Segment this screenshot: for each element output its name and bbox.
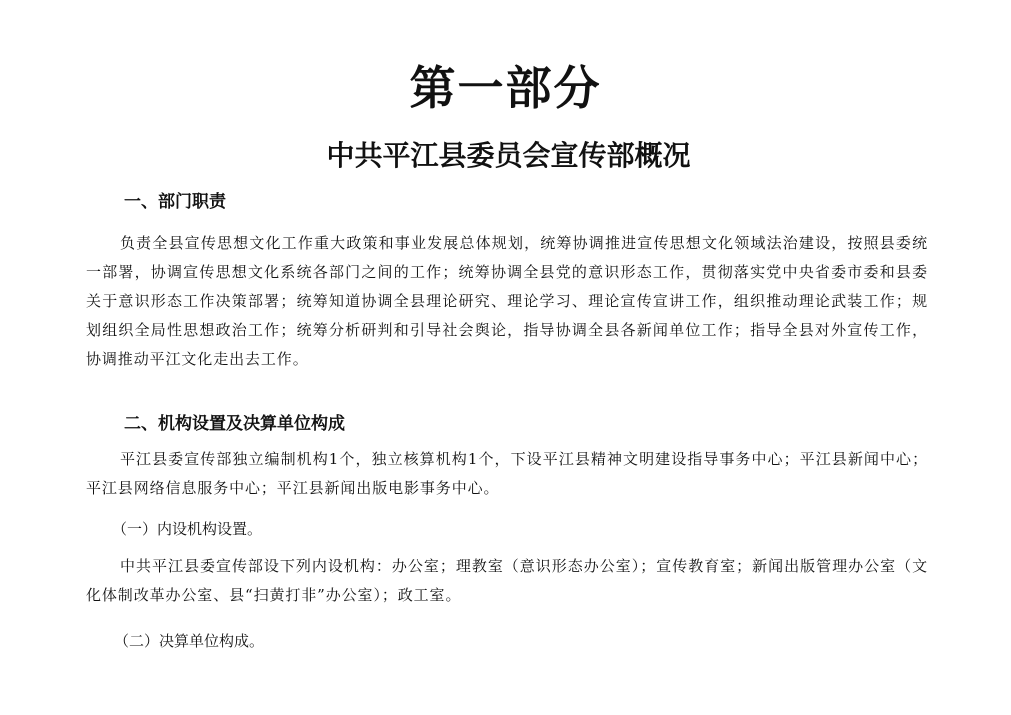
subsection-heading-budget-units: （二）决算单位构成。	[114, 632, 265, 650]
section-body-duties: 负责全县宣传思想文化工作重大政策和事业发展总体规划，统筹协调推进宣传思想文化领域法治建设，按照县委统一部署，协调宣传思想文化系统各部门之间的工作；统筹协调全县党的意识形态工作，贯彻落实党中央省委市委和县委关于意识形态工作决策部署；统筹知道协调全县理论研究、理论学习、理论宣传宣讲工作，组织推动理论武装工作；规划组织全局性思想政治工作；统筹分析研判和引导社会舆论，指导协调全县各新闻单位工作；指导全县对外宣传工作，协调推动平江文化走出去工作。	[86, 234, 928, 368]
section-heading-duties: 一、部门职责	[124, 192, 226, 212]
section-heading-structure: 二、机构设置及决算单位构成	[124, 414, 345, 434]
subsection-body-internal-units: 中共平江县委宣传部设下列内设机构：办公室；理教室（意识形态办公室）；宣传教育室；新闻出版管理办公室（文化体制改革办公室、县“扫黄打非”办公室）；政工室。	[86, 557, 928, 604]
document-subtitle: 中共平江县委员会宣传部概况	[326, 139, 691, 172]
part-title: 第一部分	[409, 61, 602, 115]
subsection-heading-internal-units: （一）内设机构设置。	[112, 520, 263, 538]
section-body-structure: 平江县委宣传部独立编制机构1个，独立核算机构1个，下设平江县精神文明建设指导事务中心；平江县新闻中心；平江县网络信息服务中心；平江县新闻出版电影事务中心。	[86, 450, 928, 497]
